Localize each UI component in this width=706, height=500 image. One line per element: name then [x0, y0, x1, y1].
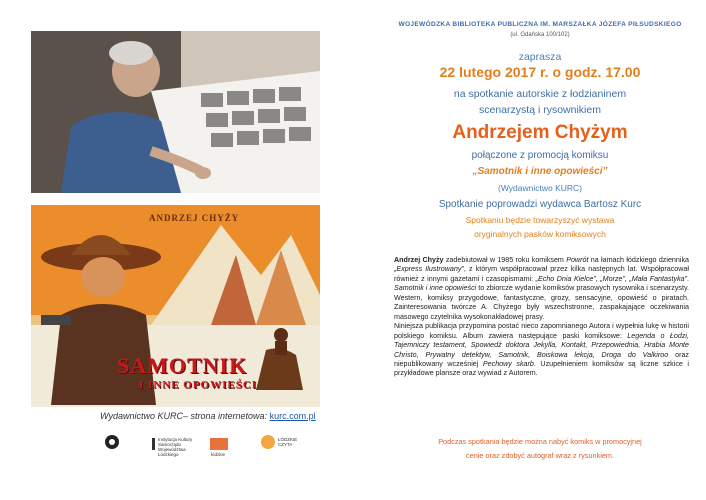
- publisher-website-label: Wydawnictwo KURC– strona internetowa:: [100, 411, 270, 421]
- logo-label-lodzkie: łódzkie: [211, 452, 226, 457]
- bio-title-express: „Express Ilustrowany”: [394, 265, 464, 274]
- comic-title: „Samotnik i inne opowieści”: [472, 166, 608, 177]
- meeting-description-line-2: scenarzystą i rysownikiem: [479, 104, 601, 116]
- logo-label-institution: Instytucja Kultury Samorządu Województwa Łódzkiego: [158, 437, 193, 457]
- bio-text: to zbiorcze wydanie komiksów prasowych rysownika i scenarzysty. Western, komiksy przygodowe, fantastyczne, grozy, sensacyjne, opowieść o piratach. Zainteresowania twórcze A. Chyżego były wszechstronne, zaspakajające oczekiwania masowego czytelnika wysokonakładowej prasy.: [394, 284, 689, 321]
- bio-paragraph-2: [394, 322, 689, 379]
- bio-author-name: Andrzej Chyży: [394, 256, 444, 264]
- meeting-description-line-1: na spotkanie autorskie z łodzianinem: [453, 88, 627, 100]
- cover-subtitle: I INNE OPOWIEŚCI: [139, 379, 258, 391]
- library-name: WOJEWÓDZKA BIBLIOTEKA PUBLICZNA IM. MARSZAŁKA JÓZEFA PIŁSUDSKIEGO: [398, 21, 682, 28]
- bio-title-samotnik: Samotnik i inne opowieści: [394, 284, 477, 293]
- bio-text: na łamach łódzkiego dziennika: [588, 256, 690, 264]
- bio-text: Niniejsza publikacja przypomina postać nieco zapomnianego Autora i wypełnia lukę w historii polskiego komiksu. Album zawiera następujące paski komiksowe:: [394, 322, 689, 340]
- lodzkie-logo-icon: [210, 438, 228, 450]
- bio-text: .: [687, 274, 689, 283]
- bio-text: , z którym współpracował przez kilka następnych lat. Współpracował również z innymi gazetami i czasopismami:: [394, 265, 689, 283]
- publisher-name: (Wydawnictwo KURC): [498, 183, 582, 193]
- bio-magazines: „Echo Dnia Kielce”, „Morze”, „Mała Fantastyka”: [535, 274, 688, 283]
- exhibition-line-1: Spotkaniu będzie towarzyszyć wystawa: [465, 215, 615, 225]
- publisher-website-link[interactable]: kurc.com.pl: [269, 411, 316, 421]
- cover-author: ANDRZEJ CHYŻY: [149, 213, 240, 223]
- library-address: (ul. Gdańska 100/102): [510, 32, 570, 38]
- footer-line-1: Podczas spotkania będzie można nabyć komiks w promocyjnej: [438, 437, 642, 446]
- bio-title-pechowy: Pechowy skarb: [482, 359, 534, 368]
- bio-paragraph-1: [394, 256, 689, 322]
- cover-title: SAMOTNIK: [117, 353, 248, 378]
- author-biography: [394, 256, 689, 379]
- artist-photo-illustration: [31, 31, 320, 193]
- footer-line-2: cenie oraz zdobyć autograf wraz z rysunkiem.: [465, 451, 615, 460]
- region-emblem-icon: [152, 438, 155, 450]
- promotion-text: połączone z promocją komiksu: [471, 150, 609, 161]
- comic-cover: [31, 205, 320, 407]
- publisher-website-line: [100, 411, 316, 421]
- sponsor-logos: [100, 432, 320, 462]
- event-date: 22 lutego 2017 r. o godz. 17.00: [439, 64, 641, 80]
- bio-text: . Uzupełnieniem komiksów są liczne szkice i przykładowe plansze oraz wywiad z Autorem.: [394, 359, 689, 378]
- bio-title-powrot: Powrót: [566, 256, 589, 264]
- exhibition-line-2: oryginalnych pasków komiksowych: [474, 229, 606, 239]
- bio-comic-titles: Legenda o Łodzi, Tajemniczy testament, Spowiedź doktora Jekylla, Kontakt, Przepowiednia, Hrabia Monte Christo, Prywatny detektyw, Samotnik, Boiskowa lekcja, Droga do Valkiroo: [394, 331, 689, 359]
- logo-label-lodzkie-czyta: ŁÓDZKIE CZYTA: [278, 437, 298, 447]
- host-text: Spotkanie poprowadzi wydawca Bartosz Kurc: [438, 199, 642, 210]
- artist-photo: [31, 31, 320, 193]
- author-name: Andrzejem Chyżym: [452, 122, 628, 143]
- bio-text: zadebiutował w 1985 roku komiksem: [443, 256, 567, 264]
- invites-text: zaprasza: [518, 51, 562, 63]
- bio-text: oraz niepublikowany wcześniej: [394, 350, 689, 368]
- lodzkie-czyta-logo-icon: [261, 435, 275, 449]
